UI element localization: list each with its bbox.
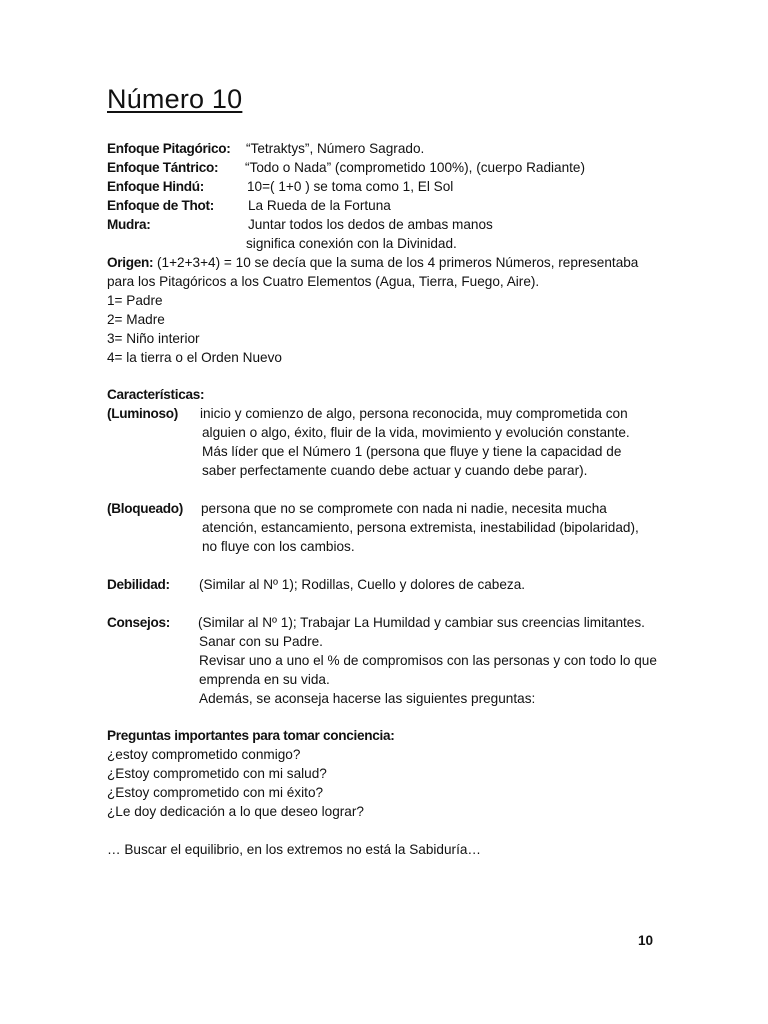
origen-label: Origen: bbox=[107, 255, 154, 270]
consejos-line: Revisar uno a uno el % de compromisos con las personas y con todo lo que bbox=[199, 653, 657, 668]
origen-item: 2= Madre bbox=[107, 312, 165, 327]
debilidad-value: (Similar al Nº 1); Rodillas, Cuello y dolores de cabeza. bbox=[199, 577, 526, 592]
preguntas-heading: Preguntas importantes para tomar conciencia: bbox=[107, 728, 395, 743]
origen-text: (1+2+3+4) = 10 se decía que la suma de los 4 primeros Números, representaba bbox=[153, 255, 639, 270]
consejos-line: emprenda en su vida. bbox=[199, 672, 330, 687]
enfoque-pitagorico-label: Enfoque Pitagórico: bbox=[107, 141, 231, 156]
origen-item: 3= Niño interior bbox=[107, 331, 200, 346]
luminoso-line: saber perfectamente cuando debe actuar y cuando debe parar). bbox=[202, 463, 588, 478]
consejos-label: Consejos: bbox=[107, 615, 171, 630]
enfoque-tantrico-value: “Todo o Nada” (comprometido 100%), (cuerpo Radiante) bbox=[245, 160, 586, 175]
page-title: Número 10 bbox=[107, 84, 243, 114]
pregunta-item: ¿Estoy comprometido con mi éxito? bbox=[107, 785, 324, 800]
luminoso-label: (Luminoso) bbox=[107, 406, 178, 421]
pregunta-item: ¿Estoy comprometido con mi salud? bbox=[107, 766, 327, 781]
enfoque-pitagorico-value: “Tetraktys”, Número Sagrado. bbox=[246, 141, 425, 156]
mudra-value-continued: significa conexión con la Divinidad. bbox=[246, 236, 457, 251]
enfoque-tantrico-label: Enfoque Tántrico: bbox=[107, 160, 219, 175]
enfoque-thot-value: La Rueda de la Fortuna bbox=[248, 198, 391, 213]
pregunta-item: ¿Le doy dedicación a lo que deseo lograr? bbox=[107, 804, 364, 819]
enfoque-hindu-value: 10=( 1+0 ) se toma como 1, El Sol bbox=[247, 179, 454, 194]
origen-line-1 bbox=[107, 253, 638, 272]
caracteristicas-heading: Características: bbox=[107, 387, 205, 402]
mudra-label: Mudra: bbox=[107, 217, 151, 232]
bloqueado-line: no fluye con los cambios. bbox=[202, 539, 355, 554]
bloqueado-label: (Bloqueado) bbox=[107, 501, 183, 516]
luminoso-line: alguien o algo, éxito, fluir de la vida, movimiento y evolución constante. bbox=[202, 425, 630, 440]
luminoso-line: Más líder que el Número 1 (persona que fluye y tiene la capacidad de bbox=[202, 444, 622, 459]
consejos-line: Además, se aconseja hacerse las siguientes preguntas: bbox=[199, 691, 536, 706]
origen-line-2: para los Pitagóricos a los Cuatro Elementos (Agua, Tierra, Fuego, Aire). bbox=[107, 274, 540, 289]
enfoque-thot-label: Enfoque de Thot: bbox=[107, 198, 214, 213]
luminoso-line: inicio y comienzo de algo, persona reconocida, muy comprometida con bbox=[200, 406, 628, 421]
bloqueado-line: atención, estancamiento, persona extremista, inestabilidad (bipolaridad), bbox=[202, 520, 639, 535]
enfoque-hindu-label: Enfoque Hindú: bbox=[107, 179, 204, 194]
closing-quote: … Buscar el equilibrio, en los extremos no está la Sabiduría… bbox=[107, 842, 482, 857]
consejos-line: Sanar con su Padre. bbox=[199, 634, 323, 649]
pregunta-item: ¿estoy comprometido conmigo? bbox=[107, 747, 301, 762]
origen-item: 4= la tierra o el Orden Nuevo bbox=[107, 350, 282, 365]
mudra-value: Juntar todos los dedos de ambas manos bbox=[248, 217, 493, 232]
bloqueado-line: persona que no se compromete con nada ni nadie, necesita mucha bbox=[201, 501, 607, 516]
debilidad-label: Debilidad: bbox=[107, 577, 170, 592]
page-number: 10 bbox=[638, 933, 654, 948]
consejos-line: (Similar al Nº 1); Trabajar La Humildad y cambiar sus creencias limitantes. bbox=[198, 615, 645, 630]
origen-item: 1= Padre bbox=[107, 293, 163, 308]
